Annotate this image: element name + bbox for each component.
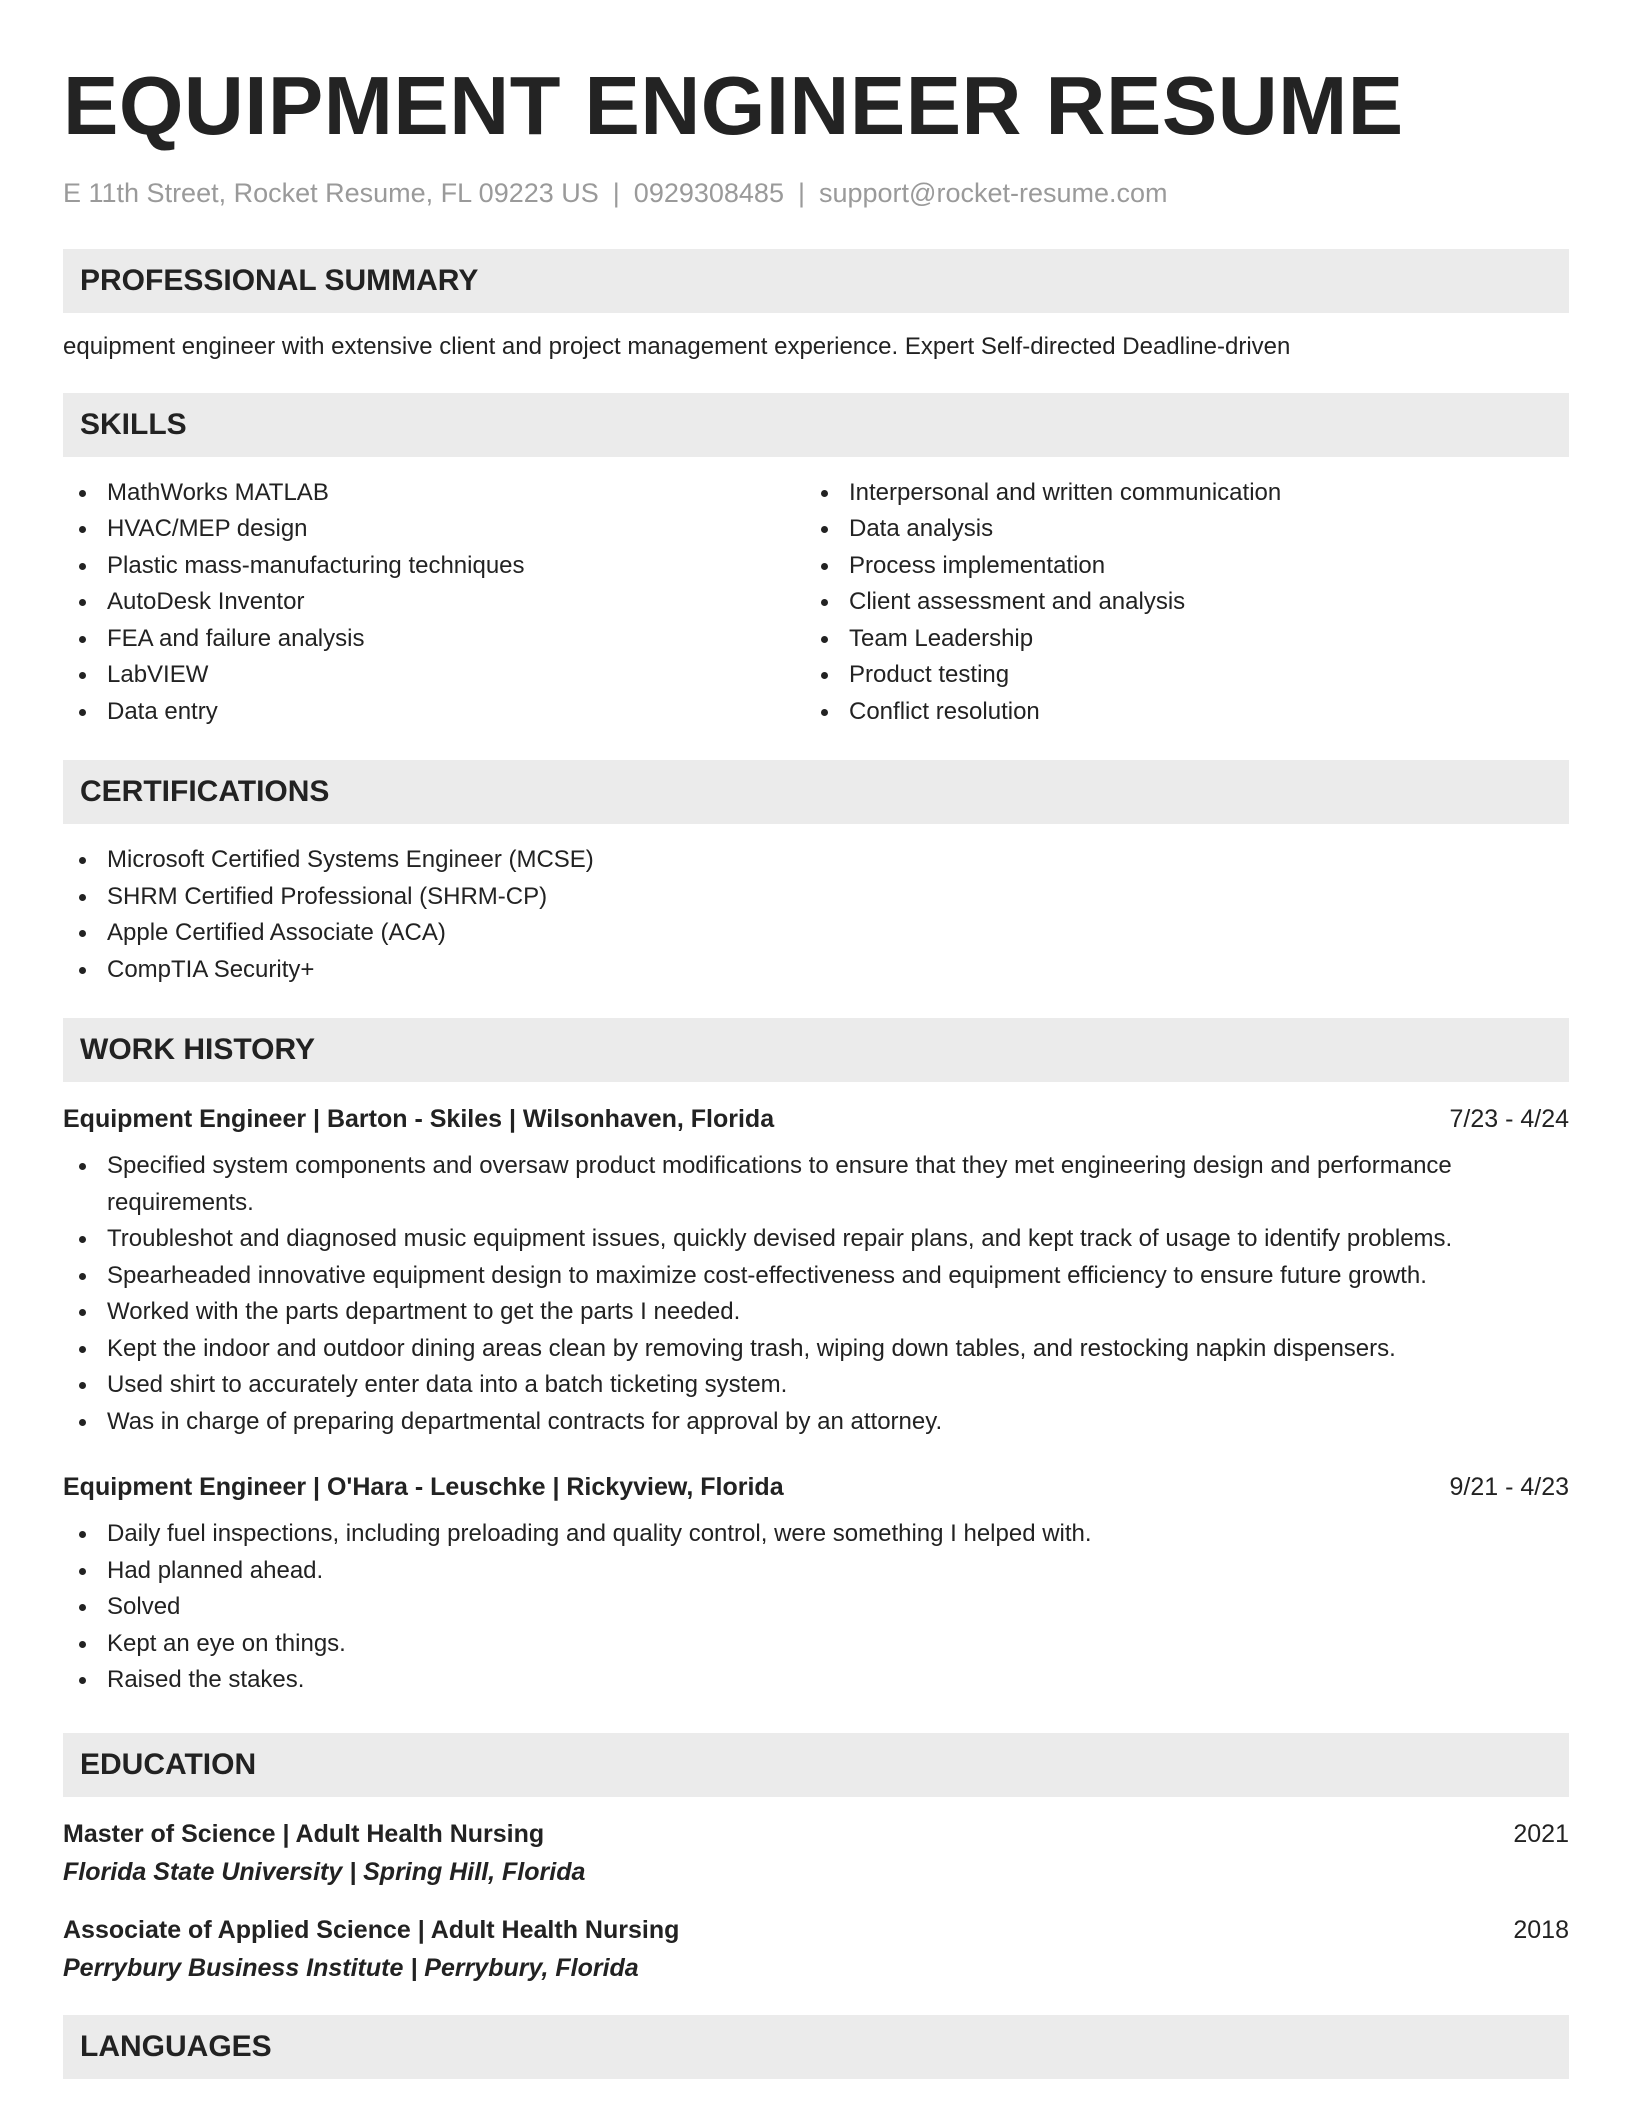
skill-item: Data analysis bbox=[805, 511, 1565, 548]
job-bullet: Daily fuel inspections, including preloading and quality control, were something I helped with. bbox=[63, 1516, 1569, 1553]
job-bullets bbox=[63, 1148, 1569, 1440]
skill-item: Data entry bbox=[63, 694, 805, 731]
skill-item: Conflict resolution bbox=[805, 694, 1565, 731]
skills-list-left bbox=[63, 475, 805, 731]
contact-line bbox=[63, 177, 1569, 209]
skill-item: Team Leadership bbox=[805, 621, 1565, 658]
education-degree: Master of Science | Adult Health Nursing bbox=[63, 1819, 545, 1848]
job-bullet: Specified system components and oversaw product modifications to ensure that they met engineering design and performance requirements. bbox=[63, 1148, 1569, 1221]
certifications-list bbox=[63, 842, 1569, 988]
section-heading-education: EDUCATION bbox=[63, 1733, 1569, 1797]
education-header bbox=[63, 1915, 1569, 1945]
skill-item: Product testing bbox=[805, 657, 1565, 694]
job-bullet: Raised the stakes. bbox=[63, 1662, 1569, 1699]
resume-title: EQUIPMENT ENGINEER RESUME bbox=[63, 59, 1404, 152]
summary-section bbox=[63, 249, 1569, 362]
contact-separator: | bbox=[797, 178, 805, 208]
work-history-section bbox=[63, 1018, 1569, 1699]
certification-item: CompTIA Security+ bbox=[63, 952, 1569, 989]
job-bullets bbox=[63, 1516, 1569, 1699]
job-entry bbox=[63, 1104, 1569, 1440]
skills-section bbox=[63, 393, 1569, 731]
job-dates: 9/21 - 4/23 bbox=[1449, 1473, 1569, 1502]
section-heading-work-history: WORK HISTORY bbox=[63, 1018, 1569, 1082]
languages-section bbox=[63, 2015, 1569, 2079]
job-header bbox=[63, 1472, 1569, 1502]
section-heading-languages: LANGUAGES bbox=[63, 2015, 1569, 2079]
job-bullet: Spearheaded innovative equipment design to maximize cost-effectiveness and equipment efficiency to ensure future growth. bbox=[63, 1258, 1569, 1295]
education-school: Florida State University | Spring Hill, Florida bbox=[63, 1857, 586, 1886]
education-entry bbox=[63, 1915, 1569, 1983]
skill-item: LabVIEW bbox=[63, 657, 805, 694]
certification-item: Apple Certified Associate (ACA) bbox=[63, 915, 1569, 952]
contact-phone: 0929308485 bbox=[633, 178, 784, 208]
skill-item: Plastic mass-manufacturing techniques bbox=[63, 548, 805, 585]
job-bullet: Had planned ahead. bbox=[63, 1553, 1569, 1590]
education-school: Perrybury Business Institute | Perrybury, Florida bbox=[63, 1953, 639, 1982]
job-bullet: Worked with the parts department to get the parts I needed. bbox=[63, 1294, 1569, 1331]
certification-item: Microsoft Certified Systems Engineer (MCSE) bbox=[63, 842, 1569, 879]
certification-item: SHRM Certified Professional (SHRM-CP) bbox=[63, 879, 1569, 916]
contact-address: E 11th Street, Rocket Resume, FL 09223 US bbox=[63, 178, 599, 208]
skills-grid bbox=[63, 475, 1569, 731]
section-heading-skills: SKILLS bbox=[63, 393, 1569, 457]
job-entry bbox=[63, 1472, 1569, 1699]
contact-email: support@rocket-resume.com bbox=[818, 178, 1168, 208]
skill-item: FEA and failure analysis bbox=[63, 621, 805, 658]
certifications-section bbox=[63, 760, 1569, 988]
job-title: Equipment Engineer | O'Hara - Leuschke | Rickyview, Florida bbox=[63, 1473, 784, 1502]
skills-list-right bbox=[805, 475, 1565, 731]
job-dates: 7/23 - 4/24 bbox=[1449, 1105, 1569, 1134]
skill-item: MathWorks MATLAB bbox=[63, 475, 805, 512]
skill-item: HVAC/MEP design bbox=[63, 511, 805, 548]
education-section bbox=[63, 1733, 1569, 1983]
skill-item: Interpersonal and written communication bbox=[805, 475, 1565, 512]
job-bullet: Troubleshot and diagnosed music equipment issues, quickly devised repair plans, and kept track of usage to identify problems. bbox=[63, 1221, 1569, 1258]
summary-text: equipment engineer with extensive client and project management experience. Expert Self-directed Deadline-driven bbox=[63, 333, 1291, 361]
skill-item: Process implementation bbox=[805, 548, 1565, 585]
job-header bbox=[63, 1104, 1569, 1134]
education-degree: Associate of Applied Science | Adult Health Nursing bbox=[63, 1915, 680, 1944]
job-bullet: Used shirt to accurately enter data into a batch ticketing system. bbox=[63, 1367, 1569, 1404]
section-heading-summary: PROFESSIONAL SUMMARY bbox=[63, 249, 1569, 313]
section-heading-certifications: CERTIFICATIONS bbox=[63, 760, 1569, 824]
education-year: 2018 bbox=[1513, 1915, 1569, 1944]
job-bullet: Solved bbox=[63, 1589, 1569, 1626]
job-bullet: Kept the indoor and outdoor dining areas clean by removing trash, wiping down tables, and restocking napkin dispensers. bbox=[63, 1331, 1569, 1368]
skill-item: Client assessment and analysis bbox=[805, 584, 1565, 621]
job-title: Equipment Engineer | Barton - Skiles | Wilsonhaven, Florida bbox=[63, 1105, 775, 1134]
contact-separator: | bbox=[612, 178, 620, 208]
job-bullet: Was in charge of preparing departmental contracts for approval by an attorney. bbox=[63, 1404, 1569, 1441]
education-entry bbox=[63, 1819, 1569, 1887]
job-bullet: Kept an eye on things. bbox=[63, 1626, 1569, 1663]
skill-item: AutoDesk Inventor bbox=[63, 584, 805, 621]
education-header bbox=[63, 1819, 1569, 1849]
education-year: 2021 bbox=[1513, 1819, 1569, 1848]
